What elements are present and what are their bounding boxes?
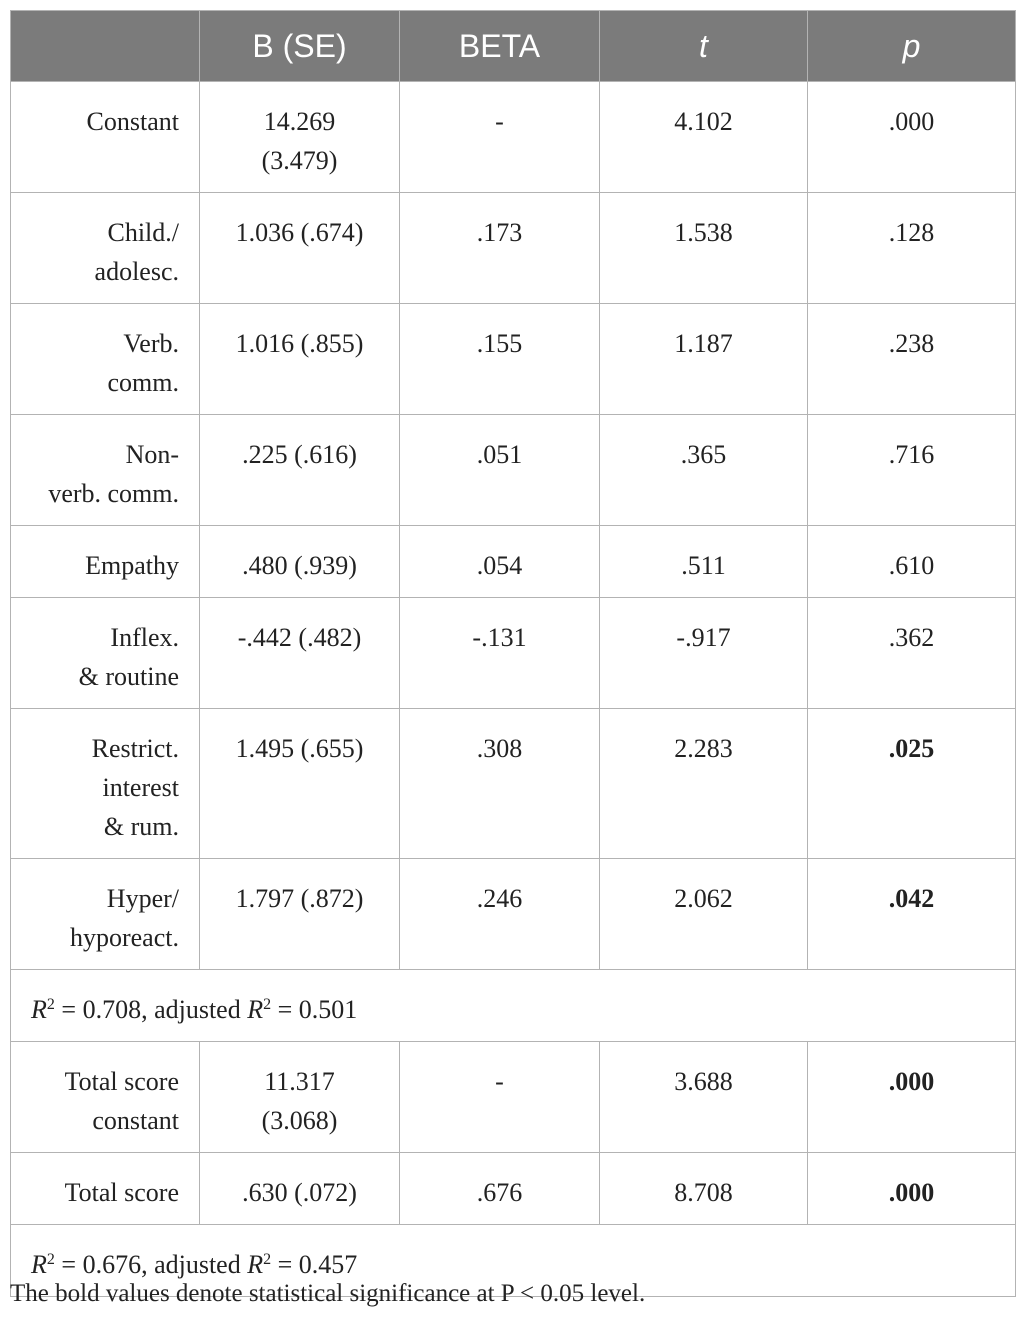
beta-cell: .676 bbox=[400, 1153, 600, 1225]
table-row bbox=[11, 526, 1016, 598]
b-se-cell: 1.036 (.674) bbox=[200, 193, 400, 304]
t-cell: 2.283 bbox=[600, 709, 808, 859]
t-cell: 1.538 bbox=[600, 193, 808, 304]
beta-cell: .308 bbox=[400, 709, 600, 859]
b-se-cell: 1.797 (.872) bbox=[200, 859, 400, 970]
row-label: Total score constant bbox=[11, 1042, 200, 1153]
beta-cell: .051 bbox=[400, 415, 600, 526]
header-p: p bbox=[808, 11, 1016, 82]
p-cell: .716 bbox=[808, 415, 1016, 526]
row-label: Non- verb. comm. bbox=[11, 415, 200, 526]
table-row bbox=[11, 709, 1016, 859]
row-label: Hyper/ hyporeact. bbox=[11, 859, 200, 970]
header-t: t bbox=[600, 11, 808, 82]
table-row bbox=[11, 82, 1016, 193]
b-se-cell: 11.317 (3.068) bbox=[200, 1042, 400, 1153]
beta-cell: - bbox=[400, 82, 600, 193]
beta-cell: .054 bbox=[400, 526, 600, 598]
t-cell: .511 bbox=[600, 526, 808, 598]
t-cell: .365 bbox=[600, 415, 808, 526]
b-se-cell: .630 (.072) bbox=[200, 1153, 400, 1225]
b-se-cell: 1.016 (.855) bbox=[200, 304, 400, 415]
table-row bbox=[11, 304, 1016, 415]
row-label: Inflex. & routine bbox=[11, 598, 200, 709]
table-footnote: The bold values denote statistical significance at P < 0.05 level. bbox=[10, 1280, 646, 1307]
row-label: Restrict. interest & rum. bbox=[11, 709, 200, 859]
header-b-se: B (SE) bbox=[200, 11, 400, 82]
p-cell: .362 bbox=[808, 598, 1016, 709]
b-se-cell: .225 (.616) bbox=[200, 415, 400, 526]
row-label: Child./ adolesc. bbox=[11, 193, 200, 304]
t-cell: 4.102 bbox=[600, 82, 808, 193]
model-fit-summary: $R^2 = 0.708$, adjusted $R^2 = 0.501$ bbox=[11, 970, 1016, 1042]
beta-cell: .246 bbox=[400, 859, 600, 970]
summary-row bbox=[11, 970, 1016, 1042]
b-se-cell: -.442 (.482) bbox=[200, 598, 400, 709]
table-row bbox=[11, 193, 1016, 304]
beta-cell: .155 bbox=[400, 304, 600, 415]
row-label: Empathy bbox=[11, 526, 200, 598]
p-cell: .128 bbox=[808, 193, 1016, 304]
row-label: Total score bbox=[11, 1153, 200, 1225]
table-row bbox=[11, 415, 1016, 526]
b-se-cell: 1.495 (.655) bbox=[200, 709, 400, 859]
t-cell: 8.708 bbox=[600, 1153, 808, 1225]
p-cell: .000 bbox=[808, 82, 1016, 193]
p-cell-significant: .000 bbox=[808, 1153, 1016, 1225]
t-cell: 2.062 bbox=[600, 859, 808, 970]
beta-cell: - bbox=[400, 1042, 600, 1153]
t-cell: 1.187 bbox=[600, 304, 808, 415]
b-se-cell: .480 (.939) bbox=[200, 526, 400, 598]
table-row bbox=[11, 1042, 1016, 1153]
b-se-cell: 14.269 (3.479) bbox=[200, 82, 400, 193]
header-row bbox=[11, 11, 1016, 82]
beta-cell: .173 bbox=[400, 193, 600, 304]
p-cell-significant: .025 bbox=[808, 709, 1016, 859]
t-cell: -.917 bbox=[600, 598, 808, 709]
p-cell: .610 bbox=[808, 526, 1016, 598]
p-cell: .238 bbox=[808, 304, 1016, 415]
header-blank bbox=[11, 11, 200, 82]
row-label: Constant bbox=[11, 82, 200, 193]
model-fit-summary: $R^2 = 0.676$, adjusted $R^2 = 0.457$ bbox=[11, 1225, 1016, 1297]
table-row bbox=[11, 859, 1016, 970]
row-label: Verb. comm. bbox=[11, 304, 200, 415]
regression-table bbox=[10, 10, 1016, 1297]
t-cell: 3.688 bbox=[600, 1042, 808, 1153]
header-beta: BETA bbox=[400, 11, 600, 82]
beta-cell: -.131 bbox=[400, 598, 600, 709]
p-cell-significant: .000 bbox=[808, 1042, 1016, 1153]
p-cell-significant: .042 bbox=[808, 859, 1016, 970]
table-row bbox=[11, 598, 1016, 709]
table-row bbox=[11, 1153, 1016, 1225]
